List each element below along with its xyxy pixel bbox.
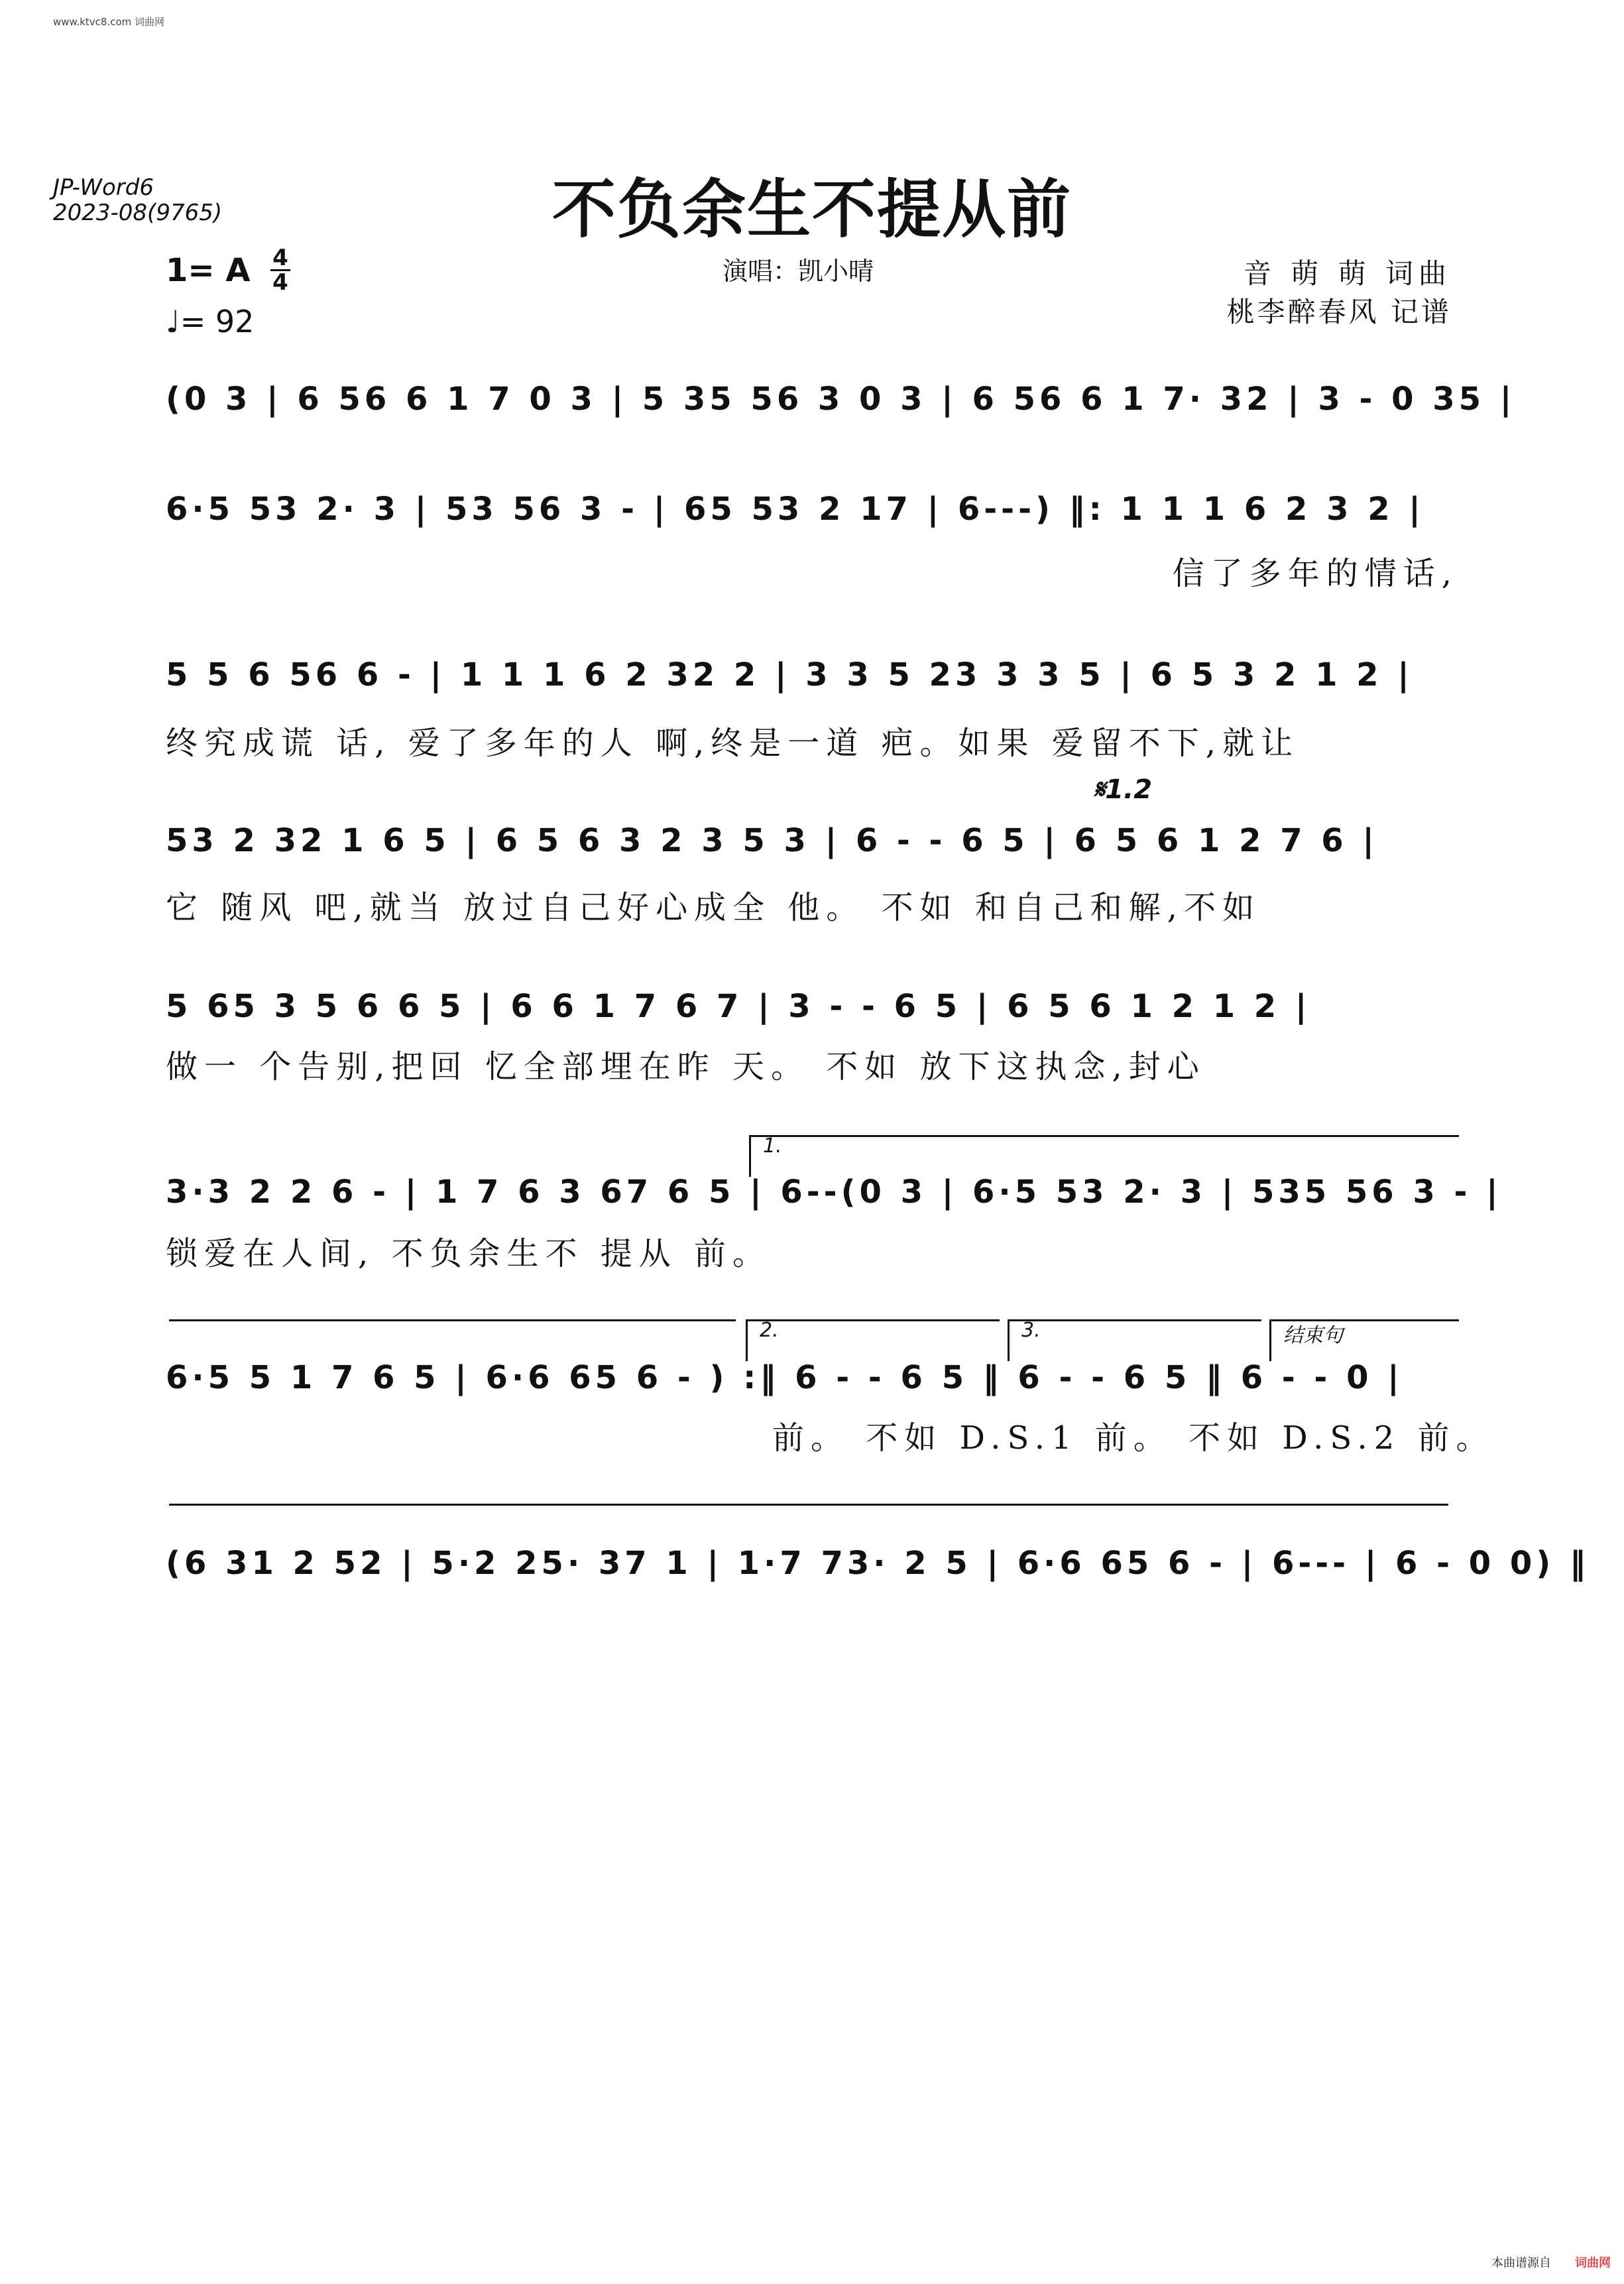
volta-first-label: 1. <box>763 1134 782 1158</box>
song-title: 不负余生不提从前 <box>552 172 1072 247</box>
notation-row-3: 5 5 6 56 6 - | 1 1 1 6 2 32 2 | 3 3 5 23 3 3 5 | 6 5 3 2 1 2 | <box>166 656 1413 693</box>
source-line-1: JP-Word6 <box>53 174 154 201</box>
repeat-span-line <box>169 1319 736 1321</box>
singer-credit: 演唱：凯小晴 <box>723 257 874 286</box>
scribe-credit: 桃李醉春风 记谱 <box>1226 296 1452 328</box>
time-signature <box>268 247 292 294</box>
notation-row-6: 3·3 2 2 6 - | 1 7 6 3 67 6 5 | 6--(0 3 | 6·5 53 2· 3 | 535 56 3 - | <box>166 1173 1502 1211</box>
footer-site-logo: 词曲网 <box>1575 2256 1611 2270</box>
lyrics-row-6: 锁爱在人间, 不负余生不 提从 前。 <box>166 1235 772 1272</box>
notation-row-7: 6·5 5 1 7 6 5 | 6·6 65 6 - ) :‖ 6 - - 6 5 ‖ 6 - - 6 5 ‖ 6 - - 0 | <box>166 1359 1403 1396</box>
ending-phrase-line <box>169 1504 1448 1506</box>
notation-row-4: 53 2 32 1 6 5 | 6 5 6 3 2 3 5 3 | 6 - - 6 5 | 6 5 6 1 2 7 6 | <box>166 822 1378 859</box>
notation-row-2: 6·5 53 2· 3 | 53 56 3 - | 65 53 2 17 | 6---) ‖: 1 1 1 6 2 3 2 | <box>166 491 1424 528</box>
source-line-2: 2023-08(9765) <box>53 200 223 226</box>
footer-source: 本曲谱源自 <box>1491 2256 1551 2270</box>
notation-row-1: (0 3 | 6 56 6 1 7 0 3 | 5 35 56 3 0 3 | 6 56 6 1 7· 32 | 3 - 0 35 | <box>166 381 1516 418</box>
key-signature: 1= A <box>166 252 251 289</box>
volta-third-label: 3. <box>1021 1319 1041 1342</box>
lyrics-row-2: 信了多年的情话, <box>1172 555 1458 592</box>
lyrics-row-5: 做一 个告别,把回 忆全部埋在昨 天。 不如 放下这执念,封心 <box>166 1048 1206 1085</box>
composer-credit: 音 萌 萌 词曲 <box>1243 257 1452 290</box>
notation-row-8: (6 31 2 52 | 5·2 25· 37 1 | 1·7 73· 2 5 | 6·6 65 6 - | 6--- | 6 - 0 0) ‖ <box>166 1545 1590 1582</box>
notation-row-5: 5 65 3 5 6 6 5 | 6 6 1 7 6 7 | 3 - - 6 5 | 6 5 6 1 2 1 2 | <box>166 988 1311 1025</box>
lyrics-row-4: 它 随风 吧,就当 放过自己好心成全 他。 不如 和自己和解,不如 <box>166 889 1261 926</box>
site-watermark: www.ktvc8.com 词曲网 <box>53 16 165 28</box>
volta-second-ending <box>746 1319 1000 1361</box>
tempo-marking: ♩= 92 <box>166 304 255 339</box>
volta-third-ending <box>1008 1319 1261 1361</box>
volta-end-ending <box>1269 1319 1459 1361</box>
segno-mark: 𝄋1.2 <box>1094 774 1153 805</box>
lyrics-row-3: 终究成谎 话, 爱了多年的人 啊,终是一道 疤。如果 爱留不下,就让 <box>166 725 1300 762</box>
volta-first-ending <box>749 1135 1459 1177</box>
volta-end-label: 结束句 <box>1283 1324 1343 1347</box>
volta-second-label: 2. <box>760 1319 779 1342</box>
lyrics-row-7: 前。 不如 D.S.1 前。 不如 D.S.2 前。 <box>772 1419 1495 1457</box>
time-sig-top: 4 <box>272 245 288 271</box>
time-sig-bottom: 4 <box>272 269 288 296</box>
